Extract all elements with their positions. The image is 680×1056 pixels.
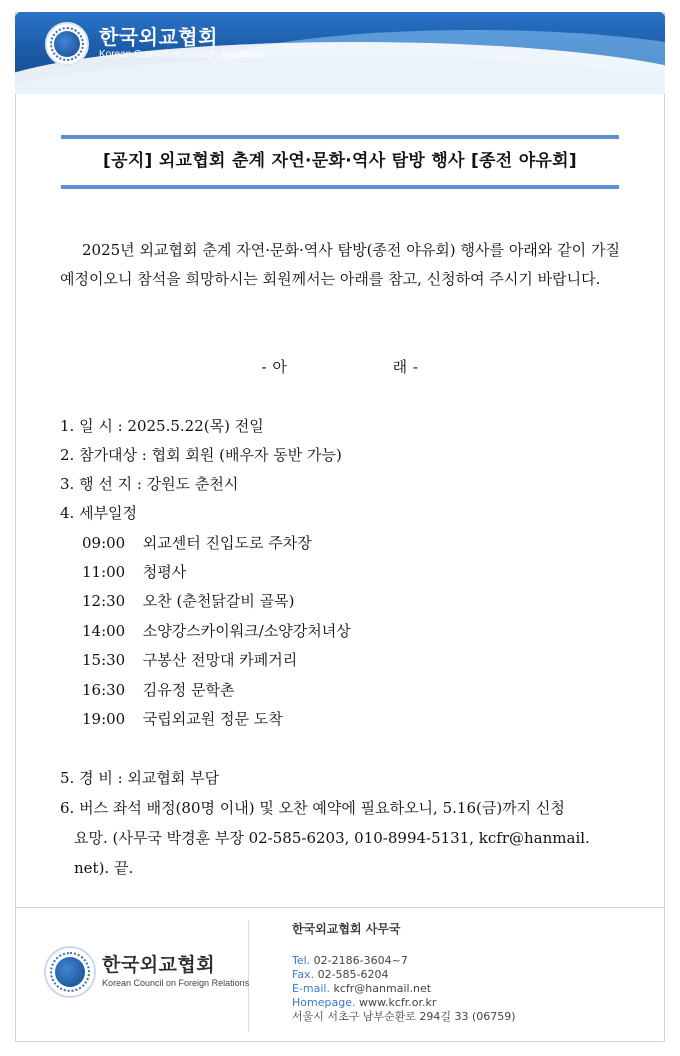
schedule-desc: 청평사 — [142, 563, 187, 581]
footer-org-ko: 한국외교협회 — [102, 954, 216, 976]
schedule-row — [82, 676, 235, 705]
notice-intro: 2025년 외교협회 춘계 자연·문화·역사 탐방(종전 야유회) 행사를 아래와 같이 가질 예정이오니 참석을 희망하시는 회원께서는 아래를 참고, 신청하여 주시기 바랍니다. — [60, 241, 620, 288]
schedule-time: 09:00 — [82, 534, 126, 552]
item-target: 2. 참가대상 : 협회 회원 (배우자 동반 가능) — [60, 446, 342, 464]
notice-title: [공지] 외교협회 춘계 자연·문화·역사 탐방 행사 [종전 야유회] — [103, 151, 577, 171]
schedule-desc: 소양강스카이워크/소양강처녀상 — [142, 622, 351, 640]
item-schedule-heading: 4. 세부일정 — [60, 504, 138, 522]
footer-org-en: Korean Council on Foreign Relations — [102, 978, 250, 988]
email-link[interactable]: kcfr@hanmail.net — [333, 982, 432, 995]
footer-contact — [292, 922, 516, 1024]
fax-label: Fax. — [292, 968, 315, 981]
homepage-label: Homepage. — [292, 996, 356, 1009]
email-label: E-mail. — [292, 982, 330, 995]
schedule-row — [82, 558, 186, 587]
schedule-time: 15:30 — [82, 651, 126, 669]
schedule-desc: 국립외교원 정문 도착 — [142, 710, 283, 728]
header-org-en: Korean Council on Foreign Relations — [99, 49, 263, 60]
footer-rule — [15, 907, 665, 908]
tel-value: 02-2186-3604~7 — [313, 954, 408, 967]
item-date: 1. 일 시 : 2025.5.22(목) 전일 — [60, 417, 264, 435]
schedule-row — [82, 587, 294, 616]
schedule-row — [82, 705, 283, 734]
schedule-desc: 외교센터 진입도로 주차장 — [142, 534, 312, 552]
fax-value: 02-585-6204 — [317, 968, 389, 981]
footer-logo — [44, 946, 249, 998]
item-bus-line3: net). 끝. — [74, 859, 134, 877]
schedule-time: 12:30 — [82, 592, 126, 610]
item-bus-line2: 요망. (사무국 박경훈 부장 02-585-6203, 010-8994-5131, kcfr@hanmail. — [74, 829, 590, 847]
notice-subheading: - 아 래 - — [261, 358, 419, 376]
item-cost: 5. 경 비 : 외교협회 부담 — [60, 769, 220, 787]
header-banner — [15, 12, 665, 94]
schedule-desc: 구봉산 전망대 카페거리 — [142, 651, 298, 669]
schedule-row — [82, 529, 312, 558]
homepage-link[interactable]: www.kcfr.or.kr — [358, 996, 437, 1009]
header-org-ko: 한국외교협회 — [99, 25, 218, 49]
item-bus-line1: 6. 버스 좌석 배정(80명 이내) 및 오찬 예약에 필요하오니, 5.16(금)까지 신청 — [60, 799, 565, 817]
schedule-time: 16:30 — [82, 681, 126, 699]
schedule-time: 19:00 — [82, 710, 126, 728]
schedule-desc: 김유정 문학촌 — [142, 681, 235, 699]
kcfr-emblem-icon — [45, 22, 89, 66]
schedule-time: 14:00 — [82, 622, 126, 640]
schedule-row — [82, 617, 351, 646]
title-rule-top — [61, 135, 619, 139]
kcfr-emblem-icon — [44, 946, 96, 998]
footer-office: 한국외교협회 사무국 — [292, 922, 401, 936]
footer-address: 서울시 서초구 남부순환로 294길 33 (06759) — [292, 1010, 516, 1023]
tel-label: Tel. — [292, 954, 311, 967]
item-destination: 3. 행 선 지 : 강원도 춘천시 — [60, 475, 239, 493]
schedule-row — [82, 646, 297, 675]
schedule-time: 11:00 — [82, 563, 126, 581]
schedule-desc: 오찬 (춘천닭갈비 골목) — [142, 592, 295, 610]
header-logo — [45, 22, 262, 66]
title-rule-bottom — [61, 185, 619, 189]
